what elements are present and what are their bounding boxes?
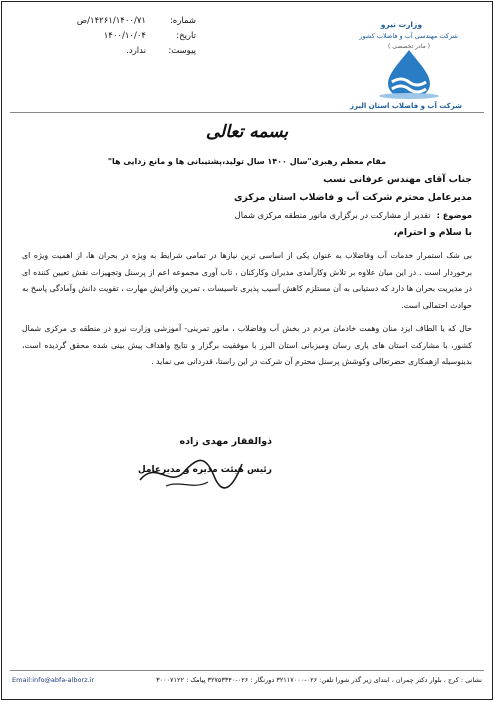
number-row — [16, 14, 196, 29]
subject-text: تقدیر از مشارکت در برگزاری مانور منطقه مرکزی شمال — [234, 210, 431, 220]
company-logo-block — [290, 10, 480, 110]
subject-line — [22, 210, 472, 220]
parent-company-name: شرکت مهندسی آب و فاضلاب کشور — [359, 32, 458, 40]
basmala-heading: بسمه تعالی — [205, 122, 289, 142]
date-row — [16, 29, 196, 44]
parent-company-note: ( مادر تخصصی ) — [388, 43, 430, 50]
subject-label: موضوع : — [436, 210, 472, 220]
attachment-row — [16, 44, 196, 59]
footer-address: نشانی : کرج ، بلوار دکتر چمران ، ابتدای زیر گذر شورا تلفن: ۰۲۶-۳۲۱۱۷۰۰۰ دورنگار : ۰۲۶-۳۲۷۵۳۳۴۰ پیامک : ۳۰۰۰۷۱۲۲ — [156, 676, 482, 684]
number-label: شماره: — [169, 16, 196, 26]
date-label: تاریخ: — [176, 31, 196, 41]
provincial-company-name: شرکت آب و فاضلاب استان البرز — [349, 102, 462, 110]
letter-footer — [12, 676, 482, 684]
recipient-position: مدیرعامل محترم شرکت آب و فاضلاب استان مرکزی — [233, 192, 472, 203]
attachment-label: پیوست: — [168, 46, 196, 56]
letter-page — [1, 1, 493, 700]
body-paragraph-2: حال که با الطاف ایزد منان وهمت خادمان مردم در بخش آب وفاضلاب ، مانور تمرینی- آموزشی وزارت نیرو در منطقه ی مرکزی شمال کشور، با مشارکت استان های یاری رسان ومیزبانی استان البرز با موفقیت برگزار و نتایج واهداف پیش بینی شده محقق گردیده است، بدینوسیله ازهمکاری حضرتعالی وکوشش پرسنل محترم آن شرکت در این راستا، قدردانی می نماید . — [22, 324, 472, 366]
greeting: با سلام و احترام، — [393, 227, 472, 238]
ministry-name: وزارت نیرو — [380, 20, 422, 29]
signer-name: ذوالفقار مهدی زاده — [179, 436, 272, 447]
signer-title: رئیس هیئت مدیره و مدیرعامل — [137, 465, 272, 475]
number-value: ۱۴۲۶۱/۱۴۰۰/۷۱/ص — [76, 16, 146, 26]
leader-motto: مقام معظم رهبری"سال ۱۴۰۰ سال تولید،پشتیبانی ها و مانع زدایی ها" — [107, 157, 387, 166]
water-drop-logo-icon — [374, 48, 444, 100]
attachment-value: ندارد. — [126, 46, 146, 56]
recipient-name: جناب آقای مهندس عرفانی نسب — [323, 174, 472, 185]
footer-email: Email:info@abfa-alborz.ir — [12, 676, 95, 684]
date-value: ۱۴۰۰/۱۰/۰۴ — [103, 31, 146, 41]
footer-divider — [10, 670, 484, 671]
header-divider — [10, 112, 484, 113]
letter-reference-block — [16, 14, 196, 59]
body-paragraph-1: بی شک استمرار خدمات آب وفاضلاب به عنوان یکی از اساسی ترین نیازها در تمامی شرایط به ویژه در بحران ها، از اهمیت ویژه ای برخوردار است . در این میان علاوه بر تلاش وکارآمدی مدیران وکارکنان ، تاب آوری مجموعه اعم از پرسنل وتجهیزات نقش تعیین کننده ای در مدیریت بحران ها دارد که دستیابی به آن مستلزم کاهش آسیب پذیری تاسیسات ، تمرین وافزایش مهارت ، تقویت دانش وآمادگی پاسخ به حوادث احتمالی است. — [22, 251, 472, 310]
